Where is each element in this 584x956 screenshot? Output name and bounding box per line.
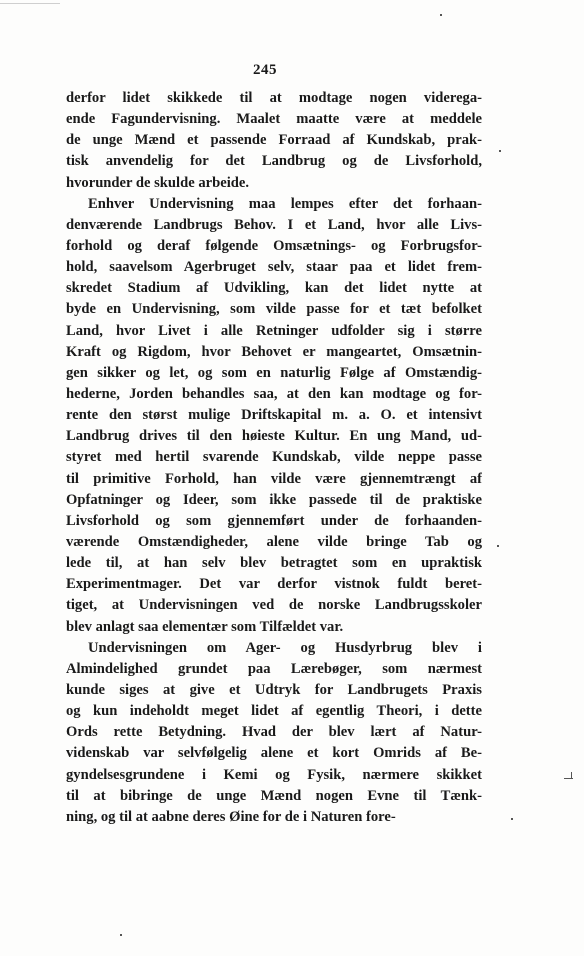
text-line: hold, saavelsom Agerbruget selv, staar paa et lidet frem- — [66, 259, 482, 276]
text-line: Undervisningen om Ager- og Husdyrbrug blev i — [88, 639, 482, 656]
text-line: de unge Mænd et passende Forraad af Kundskab, prak- — [66, 132, 482, 149]
paragraph — [66, 638, 482, 828]
text-line: Land, hvor Livet i alle Retninger udfolder sig i større — [66, 322, 482, 339]
text-line: hederne, Jorden behandles saa, at den kan modtage og for- — [66, 385, 482, 402]
text-line: kunde siges at give et Udtryk for Landbrugets Praxis — [66, 681, 482, 698]
text-line: styret med hertil svarende Kundskab, vilde neppe passe — [66, 449, 482, 466]
text-line: Experimentmager. Det var derfor vistnok fuldt beret- — [66, 576, 482, 593]
text-line: skredet Stadium af Udvikling, kan det lidet nytte at — [66, 280, 482, 297]
text-line: hvorunder de skulde arbeide. — [66, 174, 249, 191]
text-line: og kun indeholdt meget lidet af egentlig Theori, i dette — [66, 703, 482, 720]
text-line: Livsforhold og som gjennemført under de forhaanden- — [66, 512, 482, 529]
text-line: gyndelsesgrundene i Kemi og Fysik, nærmere skikket — [66, 766, 482, 783]
scan-edge-rule — [0, 3, 60, 4]
text-line: ning, og til at aabne deres Øine for de i Naturen fore- — [66, 808, 396, 825]
text-line: Opfatninger og Ideer, som ikke passede til de praktiske — [66, 491, 482, 508]
text-line: Enhver Undervisning maa lempes efter det forhaan- — [88, 195, 482, 212]
text-line: tiget, at Undervisningen ved de norske Landbrugsskoler — [66, 597, 482, 614]
text-line: forhold og deraf følgende Omsætnings- og Forbrugsfor- — [66, 237, 482, 254]
text-line: til at bibringe de unge Mænd nogen Evne til Tænk- — [66, 787, 482, 804]
text-line: Ords rette Betydning. Hvad der blev lært af Natur- — [66, 724, 482, 741]
text-line: gen sikker og let, og som en naturlig Følge af Omstændig- — [66, 364, 482, 381]
body-text — [66, 88, 482, 828]
text-line: byde en Undervisning, som vilde passe for et tæt befolket — [66, 301, 482, 318]
page-number: 245 — [253, 62, 277, 78]
text-line: Landbrug drives til den høieste Kultur. En ung Mand, ud- — [66, 428, 482, 445]
text-line: blev anlagt saa elementær som Tilfældet var. — [66, 618, 344, 635]
text-line: videnskab var selvfølgelig alene et kort Omrids af Be- — [66, 745, 482, 762]
paragraph — [66, 88, 482, 194]
text-line: lede til, at han selv blev betragtet som en upraktisk — [66, 555, 482, 572]
text-line: tisk anvendelig for det Landbrug og de Livsforhold, — [66, 153, 482, 170]
text-line: Kraft og Rigdom, hvor Behovet er mangeartet, Omsætnin- — [66, 343, 482, 360]
text-line: værende Omstændigheder, alene vilde bringe Tab og — [66, 533, 482, 550]
text-line: rente den størst mulige Driftskapital m. a. O. et intensivt — [66, 407, 482, 424]
text-line: denværende Landbrugs Behov. I et Land, hvor alle Livs- — [66, 216, 482, 233]
text-line: ende Fagundervisning. Maalet maatte være at meddele — [66, 111, 482, 128]
text-line: Almindelighed grundet paa Lærebøger, som nærmest — [66, 660, 482, 677]
text-line: til primitive Forhold, han vilde være gjennemtrængt af — [66, 470, 482, 487]
paragraph — [66, 194, 482, 638]
text-line: derfor lidet skikkede til at modtage nogen viderega- — [66, 90, 482, 106]
